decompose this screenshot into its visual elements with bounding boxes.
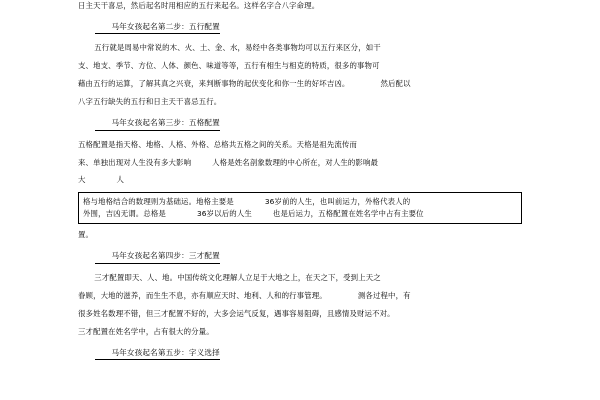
section-heading-2-text: 马年女孩起名第二步：五行配置 xyxy=(95,21,220,34)
paragraph-4-2 xyxy=(78,290,522,302)
paragraph-2-3 xyxy=(78,78,522,90)
paragraph-4-2-b: 测各过程中，有 xyxy=(357,290,411,300)
paragraph-4-3: 很多姓名数理不错，但三才配置不好的，大多会运气反复，遇事容易阻碍，且感情及财运不对。 xyxy=(78,308,395,318)
section-heading-4-text: 马年女孩起名第四步：三才配置 xyxy=(95,250,220,263)
paragraph-4-2-a: 眷顾，大地的滋养，而生生不息，亦有顺应天时、地利、人和的行事管理。 xyxy=(78,290,327,300)
section-heading-3-text: 马年女孩起名第三步：五格配置 xyxy=(95,117,220,130)
section-heading-3 xyxy=(78,117,522,130)
paragraph-3-3-a: 大 xyxy=(78,175,86,185)
section-heading-2 xyxy=(78,21,522,34)
box-line-1-a: 格与地格结合的数理则为基础运。地格主要是 xyxy=(83,197,234,207)
paragraph-2-1: 五行就是周易中常说的木、火、土、金、水，易经中各类事物均可以五行来区分，如干 xyxy=(94,43,381,53)
box-line-2-b: 36岁以后的人生 xyxy=(196,209,252,219)
paragraph-2-2: 支、地支、季节、方位、人体、颜色、味道等等，五行有相生与相克的特质，很多的事物可 xyxy=(78,61,380,71)
paragraph-3-1: 五格配置是指天格、地格、人格、外格、总格共五格之间的关系。天格是祖先流传而 xyxy=(78,139,358,149)
section-heading-5 xyxy=(78,347,522,360)
paragraph-3-2 xyxy=(78,157,522,169)
section-heading-5-text: 马年女孩起名第五步：字义选择 xyxy=(95,347,220,360)
paragraph-3-3 xyxy=(78,174,522,186)
box-line-2-c: 也是后运力，五格配置在姓名学中占有主要位 xyxy=(272,209,424,219)
box-line-2-a: 外围，吉凶无谓。总格是 xyxy=(83,209,166,219)
box-line-1 xyxy=(83,196,517,208)
paragraph-2-4: 八字五行缺失的五行和日主天干喜忌五行。 xyxy=(78,97,222,107)
paragraph-3-3-b: 人 xyxy=(116,175,125,185)
paragraph-4-4: 三才配置在姓名学中，占有很大的分量。 xyxy=(78,326,214,336)
box-line-2 xyxy=(83,208,517,220)
section-heading-4 xyxy=(78,250,522,263)
document-body xyxy=(78,0,522,360)
highlighted-box xyxy=(78,192,522,224)
box-line-1-b: 36岁前的人生，也叫前运力，外格代表人的 xyxy=(264,197,411,207)
paragraph-2-3-main: 藉由五行的运算，了解其真之兴衰，来判断事物的起伏变化和你一生的好坏吉凶。 xyxy=(78,79,350,89)
paragraph-4-1: 三才配置即天、人、地。中国传统文化理解人立足于大地之上，在天之下，受到上天之 xyxy=(94,272,381,282)
paragraph-intro: 日主天干喜忌，然后起名时用相应的五行来起名。这样名字合八字命理。 xyxy=(78,1,320,10)
paragraph-3-2-a: 来、单独出现对人生没有多大影响 xyxy=(78,157,192,167)
paragraph-3-2-b: 人格是姓名剖象数理的中心所在，对人生的影响最 xyxy=(212,157,379,167)
paragraph-3-5: 置。 xyxy=(78,230,94,240)
paragraph-2-3-tail: 然后配以 xyxy=(380,79,411,89)
